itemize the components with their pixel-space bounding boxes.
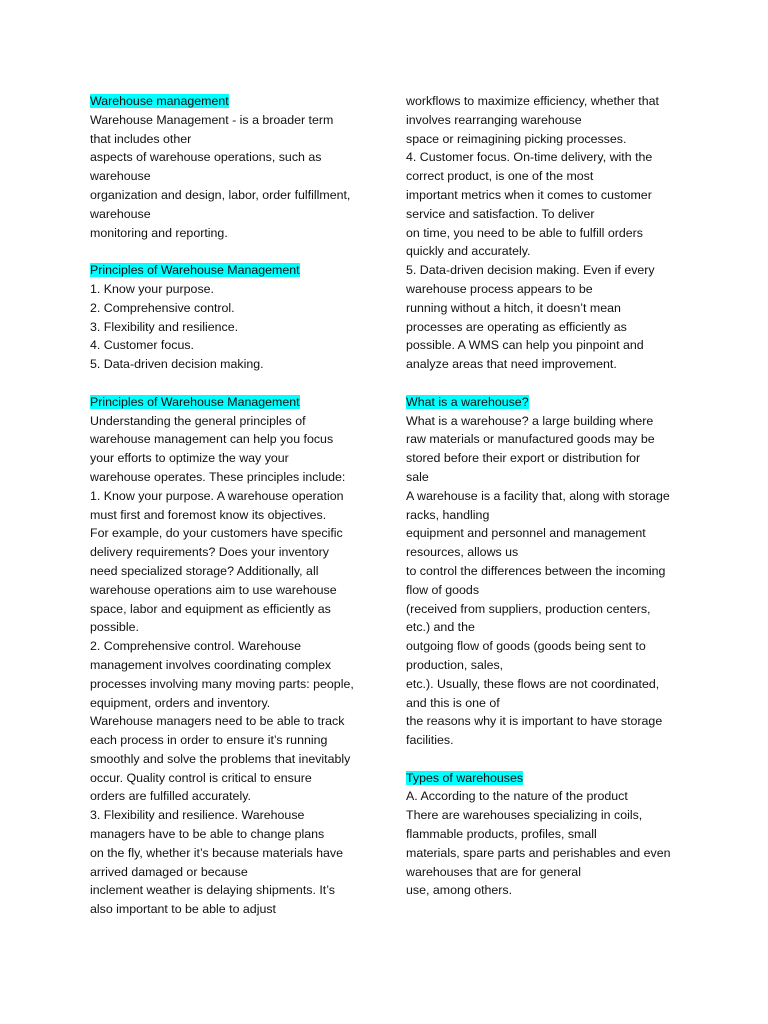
body-text-line: possible. A WMS can help you pinpoint and <box>406 338 644 353</box>
body-text-line: Warehouse Management - is a broader term <box>90 112 334 127</box>
body-text-line: warehouse management can help you focus <box>90 432 334 447</box>
body-text-line: equipment, orders and inventory. <box>90 695 271 710</box>
body-text-line: warehouse process appears to be <box>406 281 593 296</box>
body-text-line: important metrics when it comes to customer <box>406 187 652 202</box>
section-heading-highlight: Types of warehouses <box>406 770 524 785</box>
section-heading <box>90 92 380 111</box>
body-text-line: A warehouse is a facility that, along with storage <box>406 488 670 503</box>
body-text-line: organization and design, labor, order fulfillment, <box>90 187 351 202</box>
paragraph-spacer <box>406 374 696 393</box>
body-text-line: your efforts to optimize the way your <box>90 451 289 466</box>
body-text-line: 2. Comprehensive control. <box>90 300 235 315</box>
body-text-line: workflows to maximize efficiency, whether that <box>406 94 659 108</box>
body-text-line: each process in order to ensure it’s running <box>90 733 328 748</box>
body-text-line: the reasons why it is important to have storage <box>406 714 663 729</box>
body-text-line: warehouse operates. These principles include: <box>90 469 346 484</box>
section-heading-highlight: Principles of Warehouse Management <box>90 263 300 278</box>
body-text-line: that includes other <box>90 131 192 146</box>
body-text-line: warehouses that are for general <box>406 864 581 879</box>
paragraph-spacer <box>90 242 380 261</box>
body-text-line: warehouse <box>90 206 151 221</box>
body-text-line: delivery requirements? Does your inventory <box>90 545 329 560</box>
body-text-line: analyze areas that need improvement. <box>406 357 617 372</box>
body-text-line: For example, do your customers have specific <box>90 526 343 541</box>
body-text-line: monitoring and reporting. <box>90 225 228 240</box>
body-text-line: 4. Customer focus. On-time delivery, with the <box>406 150 653 165</box>
section-heading <box>90 261 380 280</box>
body-text-line: resources, allows us <box>406 545 519 560</box>
body-text-line: arrived damaged or because <box>90 864 248 879</box>
body-text-line: equipment and personnel and management <box>406 526 646 541</box>
body-text-line: flow of goods <box>406 582 480 597</box>
body-text-line: 4. Customer focus. <box>90 338 194 353</box>
body-text-line: space or reimagining picking processes. <box>406 131 627 146</box>
body-text-line: facilities. <box>406 733 454 748</box>
body-text-line: outgoing flow of goods (goods being sent to <box>406 639 646 654</box>
body-text-line: A. According to the nature of the product <box>406 789 628 804</box>
body-text-line: running without a hitch, it doesn’t mean <box>406 300 621 315</box>
section-heading <box>406 769 696 788</box>
section-heading <box>90 393 380 412</box>
body-text-line: etc.) and the <box>406 620 475 635</box>
body-text-line: space, labor and equipment as efficiently as <box>90 601 331 616</box>
body-text-line: 3. Flexibility and resilience. Warehouse <box>90 808 305 823</box>
body-text-line: production, sales, <box>406 657 504 672</box>
body-text-line: occur. Quality control is critical to ensure <box>90 770 312 785</box>
body-text-line: warehouse operations aim to use warehouse <box>90 582 337 597</box>
paragraph-spacer <box>406 750 696 769</box>
body-text-line: sale <box>406 469 429 484</box>
body-text-line: and this is one of <box>406 695 500 710</box>
body-text-line: processes involving many moving parts: people, <box>90 676 354 691</box>
body-text-line: aspects of warehouse operations, such as <box>90 150 322 165</box>
body-text-line: possible. <box>90 620 139 635</box>
body-text-line: 3. Flexibility and resilience. <box>90 319 239 334</box>
body-text-line: service and satisfaction. To deliver <box>406 206 595 221</box>
body-text-line: must first and foremost know its objectives. <box>90 507 327 522</box>
body-text-line: (received from suppliers, production centers, <box>406 601 651 616</box>
left-column <box>90 92 380 919</box>
body-text-line: 1. Know your purpose. A warehouse operation <box>90 488 344 503</box>
section-heading-highlight: Warehouse management <box>90 94 229 108</box>
body-text-line: stored before their export or distribution for <box>406 451 641 466</box>
body-text-line: inclement weather is delaying shipments. It’s <box>90 883 335 898</box>
right-column <box>406 92 696 900</box>
body-text-line: on time, you need to be able to fulfill orders <box>406 225 643 240</box>
body-text-line: quickly and accurately. <box>406 244 531 259</box>
body-text-line: also important to be able to adjust <box>90 902 276 917</box>
body-text-line: Warehouse managers need to be able to track <box>90 714 345 729</box>
body-text-line: racks, handling <box>406 507 490 522</box>
body-text-line: 5. Data-driven decision making. Even if every <box>406 263 655 278</box>
body-text-line: flammable products, profiles, small <box>406 827 597 842</box>
body-text-line: etc.). Usually, these flows are not coordinated, <box>406 676 660 691</box>
body-text-line: What is a warehouse? a large building where <box>406 413 654 428</box>
body-text-line: on the fly, whether it’s because materials have <box>90 845 343 860</box>
body-text-line: orders are fulfilled accurately. <box>90 789 251 804</box>
body-text-line: need specialized storage? Additionally, all <box>90 563 319 578</box>
body-text-line: 5. Data-driven decision making. <box>90 357 264 372</box>
body-text-line: smoothly and solve the problems that inevitably <box>90 751 351 766</box>
body-text-line: management involves coordinating complex <box>90 657 332 672</box>
body-text-line: correct product, is one of the most <box>406 169 594 184</box>
section-heading-highlight: What is a warehouse? <box>406 394 529 409</box>
section-heading <box>406 393 696 412</box>
body-text-line: involves rearranging warehouse <box>406 112 582 127</box>
body-text-line: materials, spare parts and perishables and even <box>406 845 671 860</box>
body-text-line: use, among others. <box>406 883 513 898</box>
body-text-line: 2. Comprehensive control. Warehouse <box>90 639 301 654</box>
body-text-line: processes are operating as efficiently as <box>406 319 627 334</box>
paragraph-spacer <box>90 374 380 393</box>
section-heading-highlight: Principles of Warehouse Management <box>90 394 300 409</box>
body-text-line: 1. Know your purpose. <box>90 281 214 296</box>
body-text-line: warehouse <box>90 169 151 184</box>
body-text-line: managers have to be able to change plans <box>90 827 325 842</box>
body-text-line: raw materials or manufactured goods may be <box>406 432 655 447</box>
body-text-line: to control the differences between the incoming <box>406 563 666 578</box>
body-text-line: There are warehouses specializing in coils, <box>406 808 643 823</box>
body-text-line: Understanding the general principles of <box>90 413 306 428</box>
